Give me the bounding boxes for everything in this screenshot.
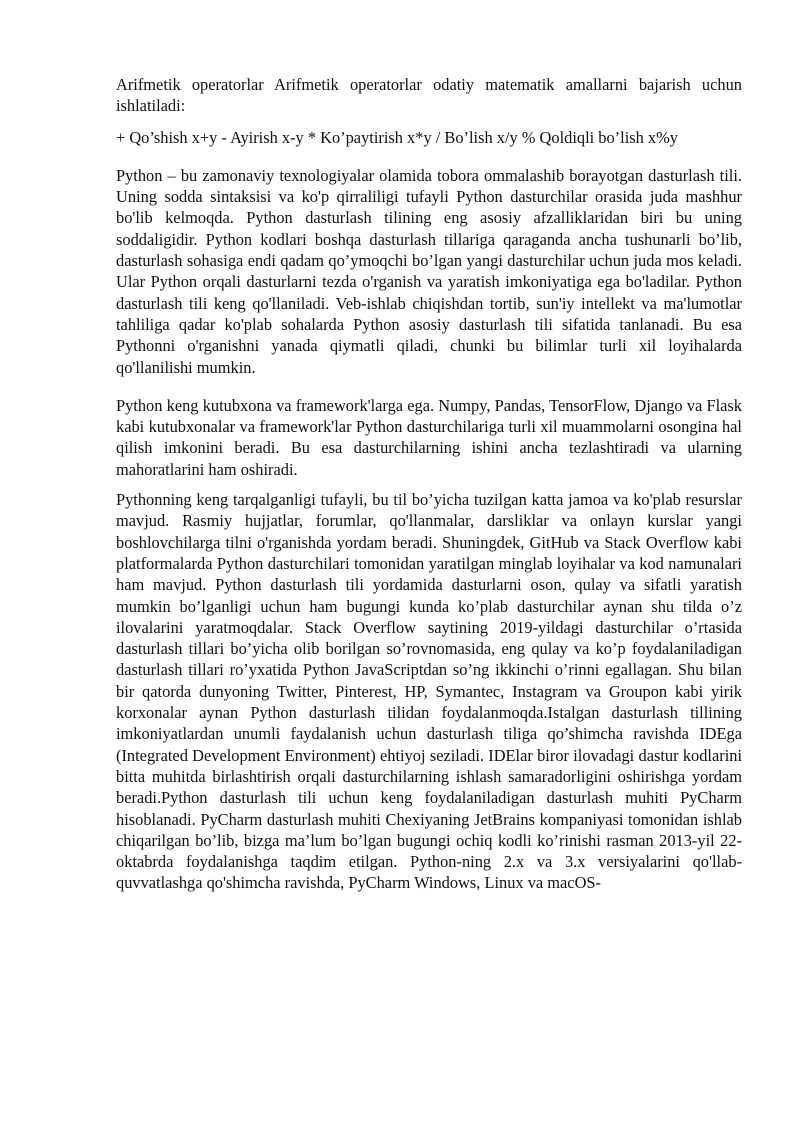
paragraph-arithmetic-intro: Arifmetik operatorlar Arifmetik operatorlar odatiy matematik amallarni bajarish uchun ishlatiladi: — [116, 75, 742, 116]
paragraph-operator-list: + Qo’shish x+y - Ayirish x-y * Ko’paytirish x*y / Bo’lish x/y % Qoldiqli bo’lish x%y — [116, 127, 678, 147]
paragraph-community-pycharm: Pythonning keng tarqalganligi tufayli, bu til bo’yicha tuzilgan katta jamoa va ko'plab resurslar mavjud. Rasmiy hujjatlar, forumlar, qo'llanmalar, darsliklar va onlayn kurslar yangi boshlovchilarga tilni o'rganishda yordam beradi. Shuningdek, GitHub va Stack Overflow kabi platformalarda Python dasturchilari tomonidan yaratilgan minglab loyihalar va kod namunalari ham mavjud. Python dasturlash tili yordamida dasturlarni oson, qulay va sifatli yaratish mumkin bo’lganligi uchun ham bugungi kunda ko’plab dasturchilar aynan shu tilda o’z ilovalarini yaratmoqdalar. Stack Overflow saytining 2019-yildagi dasturchilar o’rtasida dasturlash tillari bo’yicha olib borilgan so’rovnomasida, eng qulay va ko’p foydalaniladigan dasturlash tillari ro’yxatida Python JavaScriptdan so’ng ikkinchi o’rinni egallagan. Shu bilan bir qatorda dunyoning Twitter, Pinterest, HP, Symantec, Instagram va Groupon kabi yirik korxonalar aynan Python dasturlash tilidan foydalanmoqda.Istalgan dasturlash tillining imkoniyatlardan unumli faydalanish uchun dasturlash tiliga qo’shimcha ravishda IDEga (Integrated Development Environment) ehtiyoj seziladi. IDElar biror ilovadagi dastur kodlarini bitta muhitda birlashtirish orqali dasturchilarning ishlash samaradorligini oshirishga yordam beradi.Python dasturlash tili uchun keng foydalaniladigan dasturlash muhiti PyCharm hisoblanadi. PyCharm dasturlash muhiti Chexiyaning JetBrains kompaniyasi tomonidan ishlab chiqarilgan bo’lib, bizga ma’lum bo’lgan bugungi ochiq kodli ko’rinishi rasman 2013-yil 22-oktabrda foydalanishga taqdim etilgan. Python-ning 2.x va 3.x versiyalarini qo'llab-quvvatlashga qo'shimcha ravishda, PyCharm Windows, Linux va macOS- — [116, 490, 742, 893]
paragraph-libraries: Python keng kutubxona va framework'larga ega. Numpy, Pandas, TensorFlow, Django va Flask kabi kutubxonalar va framework'lar Python dasturchilariga turli xil muammolarni osongina hal qilish imkonini beradi. Bu esa dasturchilarning ishini ancha tezlashtiradi va ularning mahoratlarini ham oshiradi. — [116, 395, 742, 479]
document-page — [116, 74, 742, 894]
paragraph-python-overview: Python – bu zamonaviy texnologiyalar olamida tobora ommalashib borayotgan dasturlash tili. Uning sodda sintaksisi va ko'p qirraliligi tufayli Python dasturchilar orasida juda mashhur bo'lib kelmoqda. Python dasturlash tilining eng asosiy afzalliklaridan biri bu uning soddaligidir. Python kodlari boshqa dasturlash tillariga qaraganda ancha tushunarli bo’lib, dasturlash sohasiga endi qadam qo’ymoqchi bo’lgan yangi dasturchilar uchun juda mos keladi. Ular Python orqali dasturlarni tezda o'rganish va yaratish imkoniyatiga ega bo'ladilar. Python dasturlash tili keng qo'llaniladi. Veb-ishlab chiqishdan tortib, sun'iy intellekt va ma'lumotlar tahliliga qadar ko'plab sohalarda Python asosiy dasturlash tili sifatida tanlanadi. Bu esa Pythonni o'rganishni yanada qiymatli qiladi, chunki bu bilimlar turli xil loyihalarda qo'llanilishi mumkin. — [116, 165, 742, 377]
